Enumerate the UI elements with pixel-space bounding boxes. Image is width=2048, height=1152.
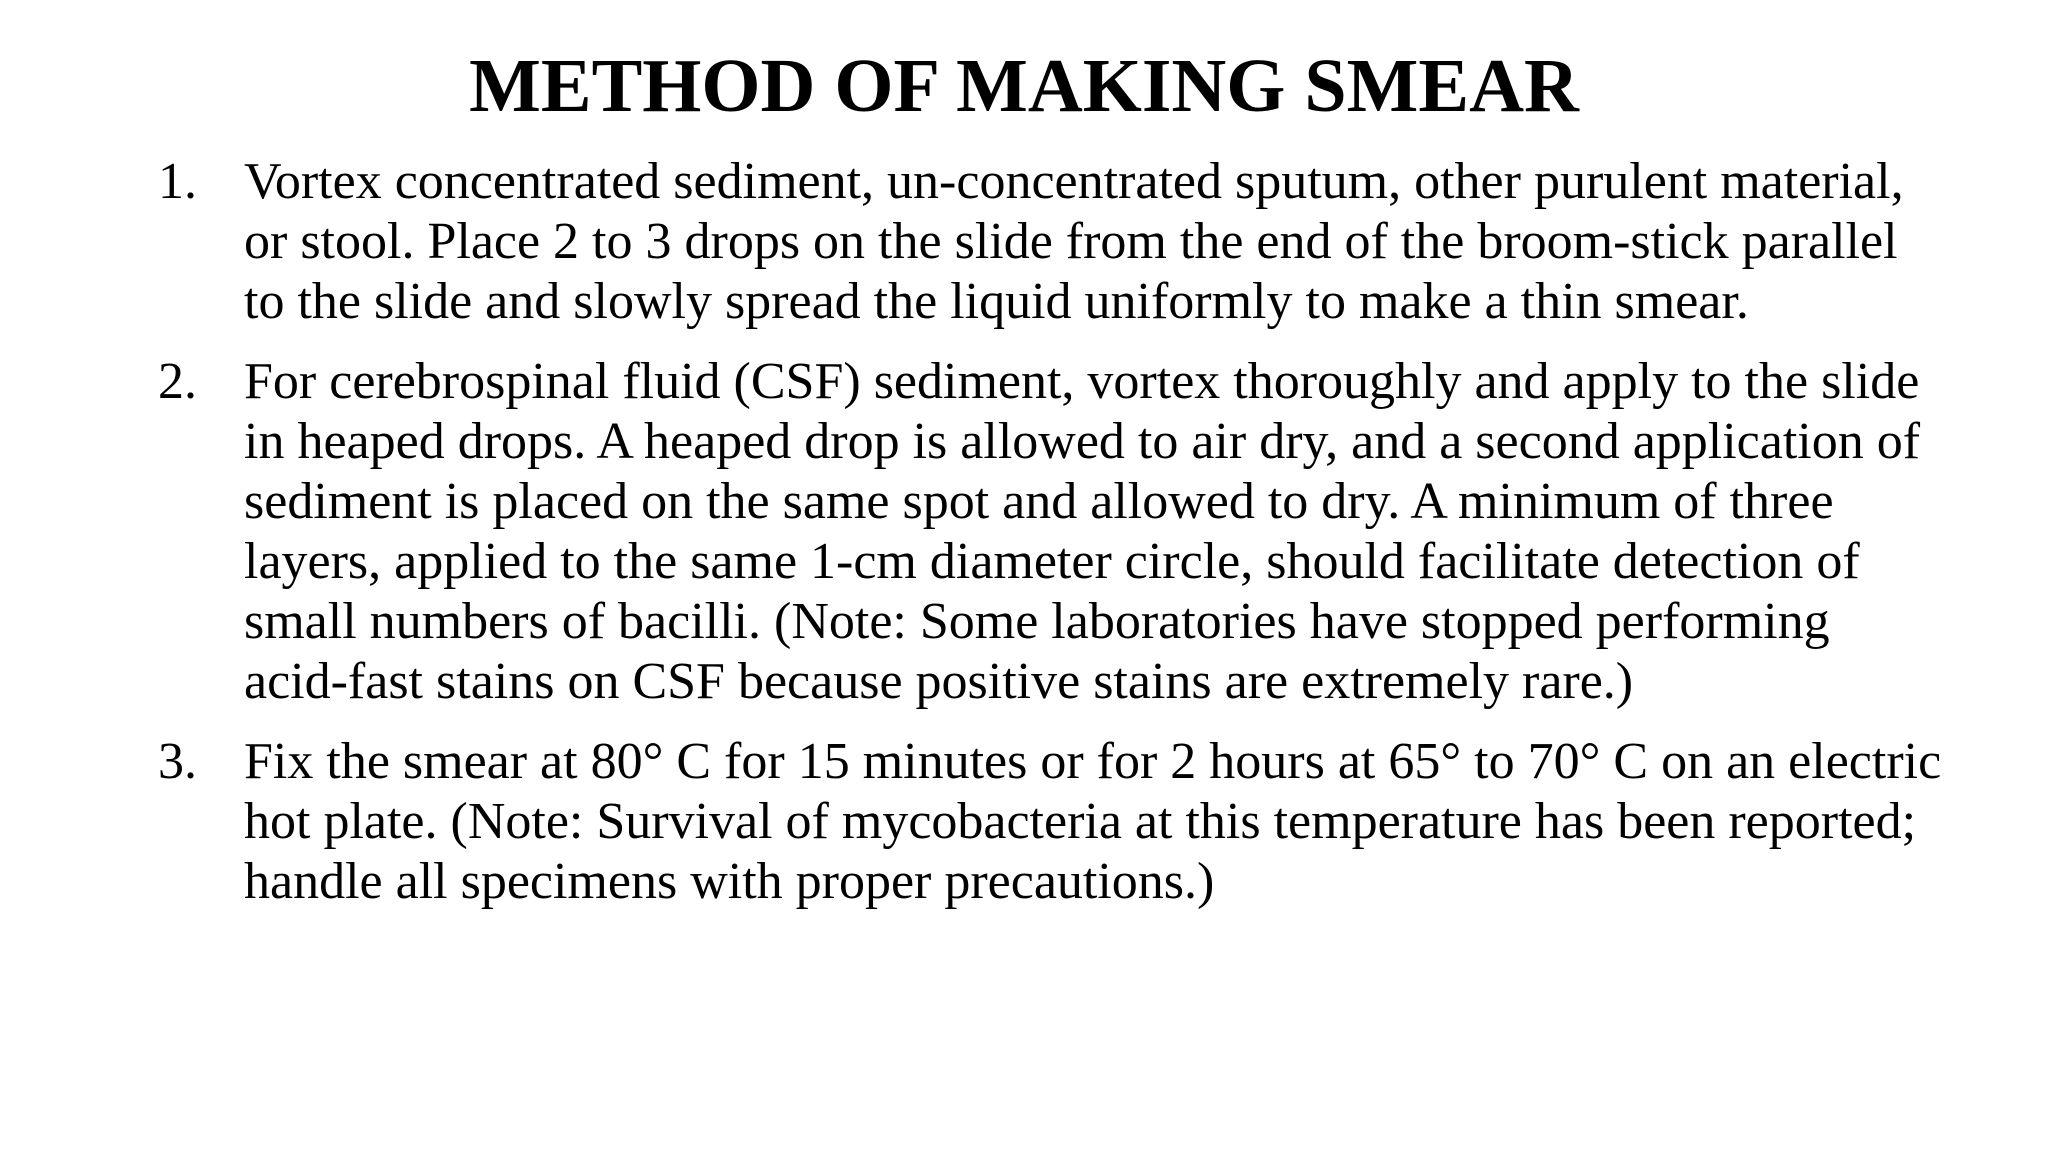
step-text: Vortex concentrated sediment, un-concentrated sputum, other purulent material, or stool. Place 2 to 3 drops on the slide from the end of the broom-stick parallel to the slide and slowly spread the liquid uniformly to make a thin smear. xyxy=(244,153,1904,330)
step-item xyxy=(150,152,1910,332)
step-text: For cerebrospinal fluid (CSF) sediment, vortex thoroughly and apply to the slide in heaped drops. A heaped drop is allowed to air dry, and a second application of sediment is placed on the same spot and allowed to dry. A minimum of three layers, applied to the same 1-cm diameter circle, should facilitate detection of small numbers of bacilli. (Note: Some laboratories have stopped performing acid-fast stains on CSF because positive stains are extremely rare.) xyxy=(244,353,1921,710)
step-number: 3. xyxy=(158,733,197,790)
step-number: 2. xyxy=(158,353,197,410)
step-text: Fix the smear at 80° C for 15 minutes or for 2 hours at 65° to 70° C on an electric hot plate. (Note: Survival of mycobacteria at this temperature has been reported; handle all specimens with proper precautions.) xyxy=(244,733,1942,910)
steps-list xyxy=(150,152,1942,932)
slide-title: METHOD OF MAKING SMEAR xyxy=(469,44,1579,128)
step-item xyxy=(150,352,1921,712)
step-number: 1. xyxy=(158,153,197,210)
step-item xyxy=(150,732,1942,912)
